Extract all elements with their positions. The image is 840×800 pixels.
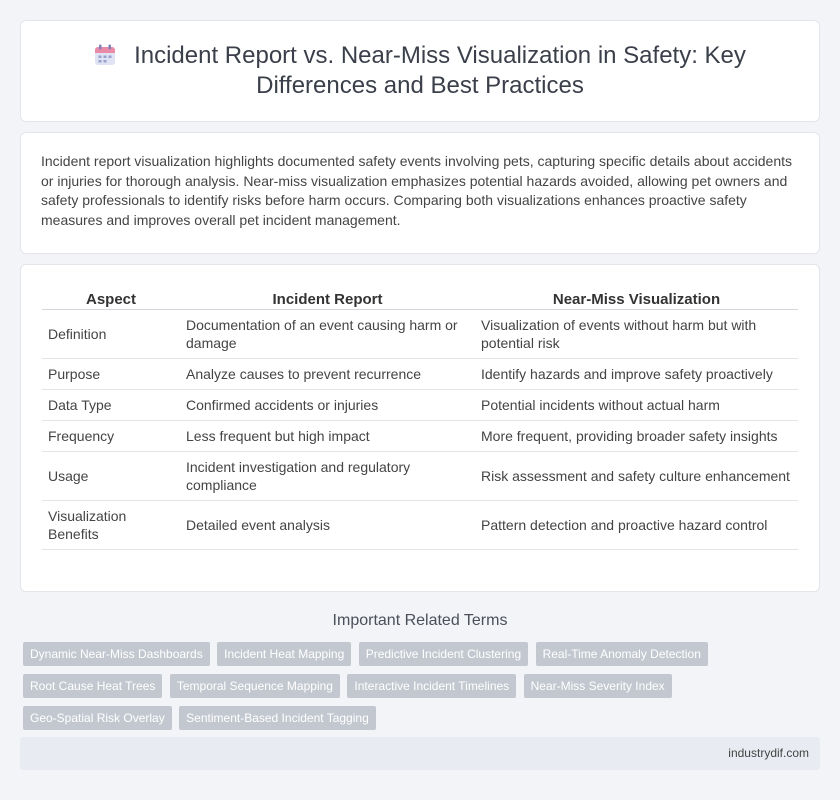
related-terms-list [20, 642, 720, 738]
comparison-card [20, 264, 820, 592]
table-row [42, 390, 798, 421]
header-near-miss: Near-Miss Visualization [475, 289, 798, 310]
cell-near-miss: Potential incidents without actual harm [475, 390, 798, 421]
intro-text: Incident report visualization highlights documented safety events involving pets, capturing specific details about accidents or injuries for thorough analysis. Near-miss visualization emphasizes potential hazards avoided, allowing pet owners and safety professionals to identify risks before harm occurs. Comparing both visualizations enhances proactive safety measures and improves overall pet incident management. [41, 153, 792, 228]
table-row [42, 310, 798, 359]
cell-near-miss: Risk assessment and safety culture enhancement [475, 452, 798, 501]
cell-aspect: Visualization Benefits [42, 501, 180, 550]
cell-near-miss: Visualization of events without harm but with potential risk [475, 310, 798, 359]
table-row [42, 501, 798, 550]
header-aspect: Aspect [42, 289, 180, 310]
table-row [42, 421, 798, 452]
cell-incident: Less frequent but high impact [180, 421, 475, 452]
header-incident-report: Incident Report [180, 289, 475, 310]
related-term-tag[interactable]: Temporal Sequence Mapping [170, 674, 340, 698]
table-row [42, 452, 798, 501]
cell-incident: Analyze causes to prevent recurrence [180, 359, 475, 390]
page-title-wrap [61, 41, 779, 101]
footer [20, 737, 820, 770]
related-term-tag[interactable]: Real-Time Anomaly Detection [536, 642, 708, 666]
comparison-table [42, 289, 798, 550]
intro-card [20, 132, 820, 254]
related-term-tag[interactable]: Sentiment-Based Incident Tagging [179, 706, 376, 730]
cell-aspect: Definition [42, 310, 180, 359]
cell-aspect: Data Type [42, 390, 180, 421]
table-row [42, 359, 798, 390]
cell-aspect: Purpose [42, 359, 180, 390]
related-term-tag[interactable]: Root Cause Heat Trees [23, 674, 162, 698]
cell-incident: Documentation of an event causing harm or damage [180, 310, 475, 359]
related-term-tag[interactable]: Geo-Spatial Risk Overlay [23, 706, 172, 730]
cell-aspect: Frequency [42, 421, 180, 452]
cell-near-miss: More frequent, providing broader safety insights [475, 421, 798, 452]
related-term-tag[interactable]: Dynamic Near-Miss Dashboards [23, 642, 210, 666]
page-title: Incident Report vs. Near-Miss Visualization in Safety: Key Differences and Best Practices [134, 42, 746, 99]
table-header-row [42, 289, 798, 310]
title-card [20, 20, 820, 122]
calendar-icon [94, 44, 116, 66]
related-term-tag[interactable]: Predictive Incident Clustering [359, 642, 528, 666]
related-term-tag[interactable]: Interactive Incident Timelines [347, 674, 516, 698]
cell-incident: Incident investigation and regulatory compliance [180, 452, 475, 501]
cell-near-miss: Pattern detection and proactive hazard control [475, 501, 798, 550]
related-term-tag[interactable]: Near-Miss Severity Index [524, 674, 672, 698]
footer-site-link[interactable]: industrydif.com [728, 746, 809, 760]
related-terms-title: Important Related Terms [332, 612, 508, 629]
cell-aspect: Usage [42, 452, 180, 501]
related-term-tag[interactable]: Incident Heat Mapping [217, 642, 351, 666]
cell-incident: Detailed event analysis [180, 501, 475, 550]
cell-near-miss: Identify hazards and improve safety proactively [475, 359, 798, 390]
cell-incident: Confirmed accidents or injuries [180, 390, 475, 421]
